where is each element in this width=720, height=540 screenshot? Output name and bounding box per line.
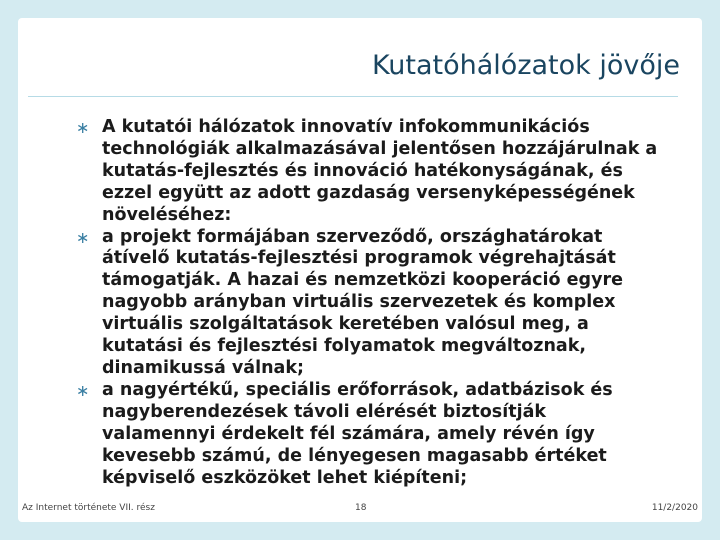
bullet-text: a nagyértékű, speciális erőforrások, adatbázisok és nagyberendezések távoli elérését biztosítják valamennyi érdekelt fél számára, amely révén így kevesebb számú, de lényegesen magasabb értéket képviselő eszközöket lehet kiépíteni;: [102, 379, 613, 488]
asterisk-bullet-icon: ∗: [76, 380, 90, 400]
page-number: 18: [355, 503, 367, 513]
bullet-item: [76, 379, 660, 490]
bullet-text: A kutatói hálózatok innovatív infokommunikációs technológiák alkalmazásával jelentősen hozzájárulnak a kutatás-fejlesztés és innováció hatékonyságának, és ezzel együtt az adott gazdaság versenyképességének növeléséhez:: [102, 117, 658, 225]
bullet-item: [76, 117, 660, 227]
bullet-list: [76, 117, 660, 489]
bullet-text: a projekt formájában szerveződő, országhatárokat átívelő kutatás-fejlesztési programok végrehajtását támogatják. A hazai és nemzetközi kooperáció egyre nagyobb arányban virtuális szervezetek és komplex virtuális szolgáltatások keretében valósul meg, a kutatási és fejlesztési folyamatok megváltoznak, dinamikussá válnak;: [102, 226, 623, 378]
slide-title: Kutatóhálózatok jövője: [371, 50, 680, 81]
footer-caption: Az Internet története VII. rész: [22, 503, 155, 513]
bullet-item: [76, 226, 660, 380]
footer-date: 11/2/2020: [651, 503, 698, 513]
asterisk-bullet-icon: ∗: [76, 118, 90, 137]
title-divider: [28, 96, 678, 97]
asterisk-bullet-icon: ∗: [76, 227, 90, 247]
